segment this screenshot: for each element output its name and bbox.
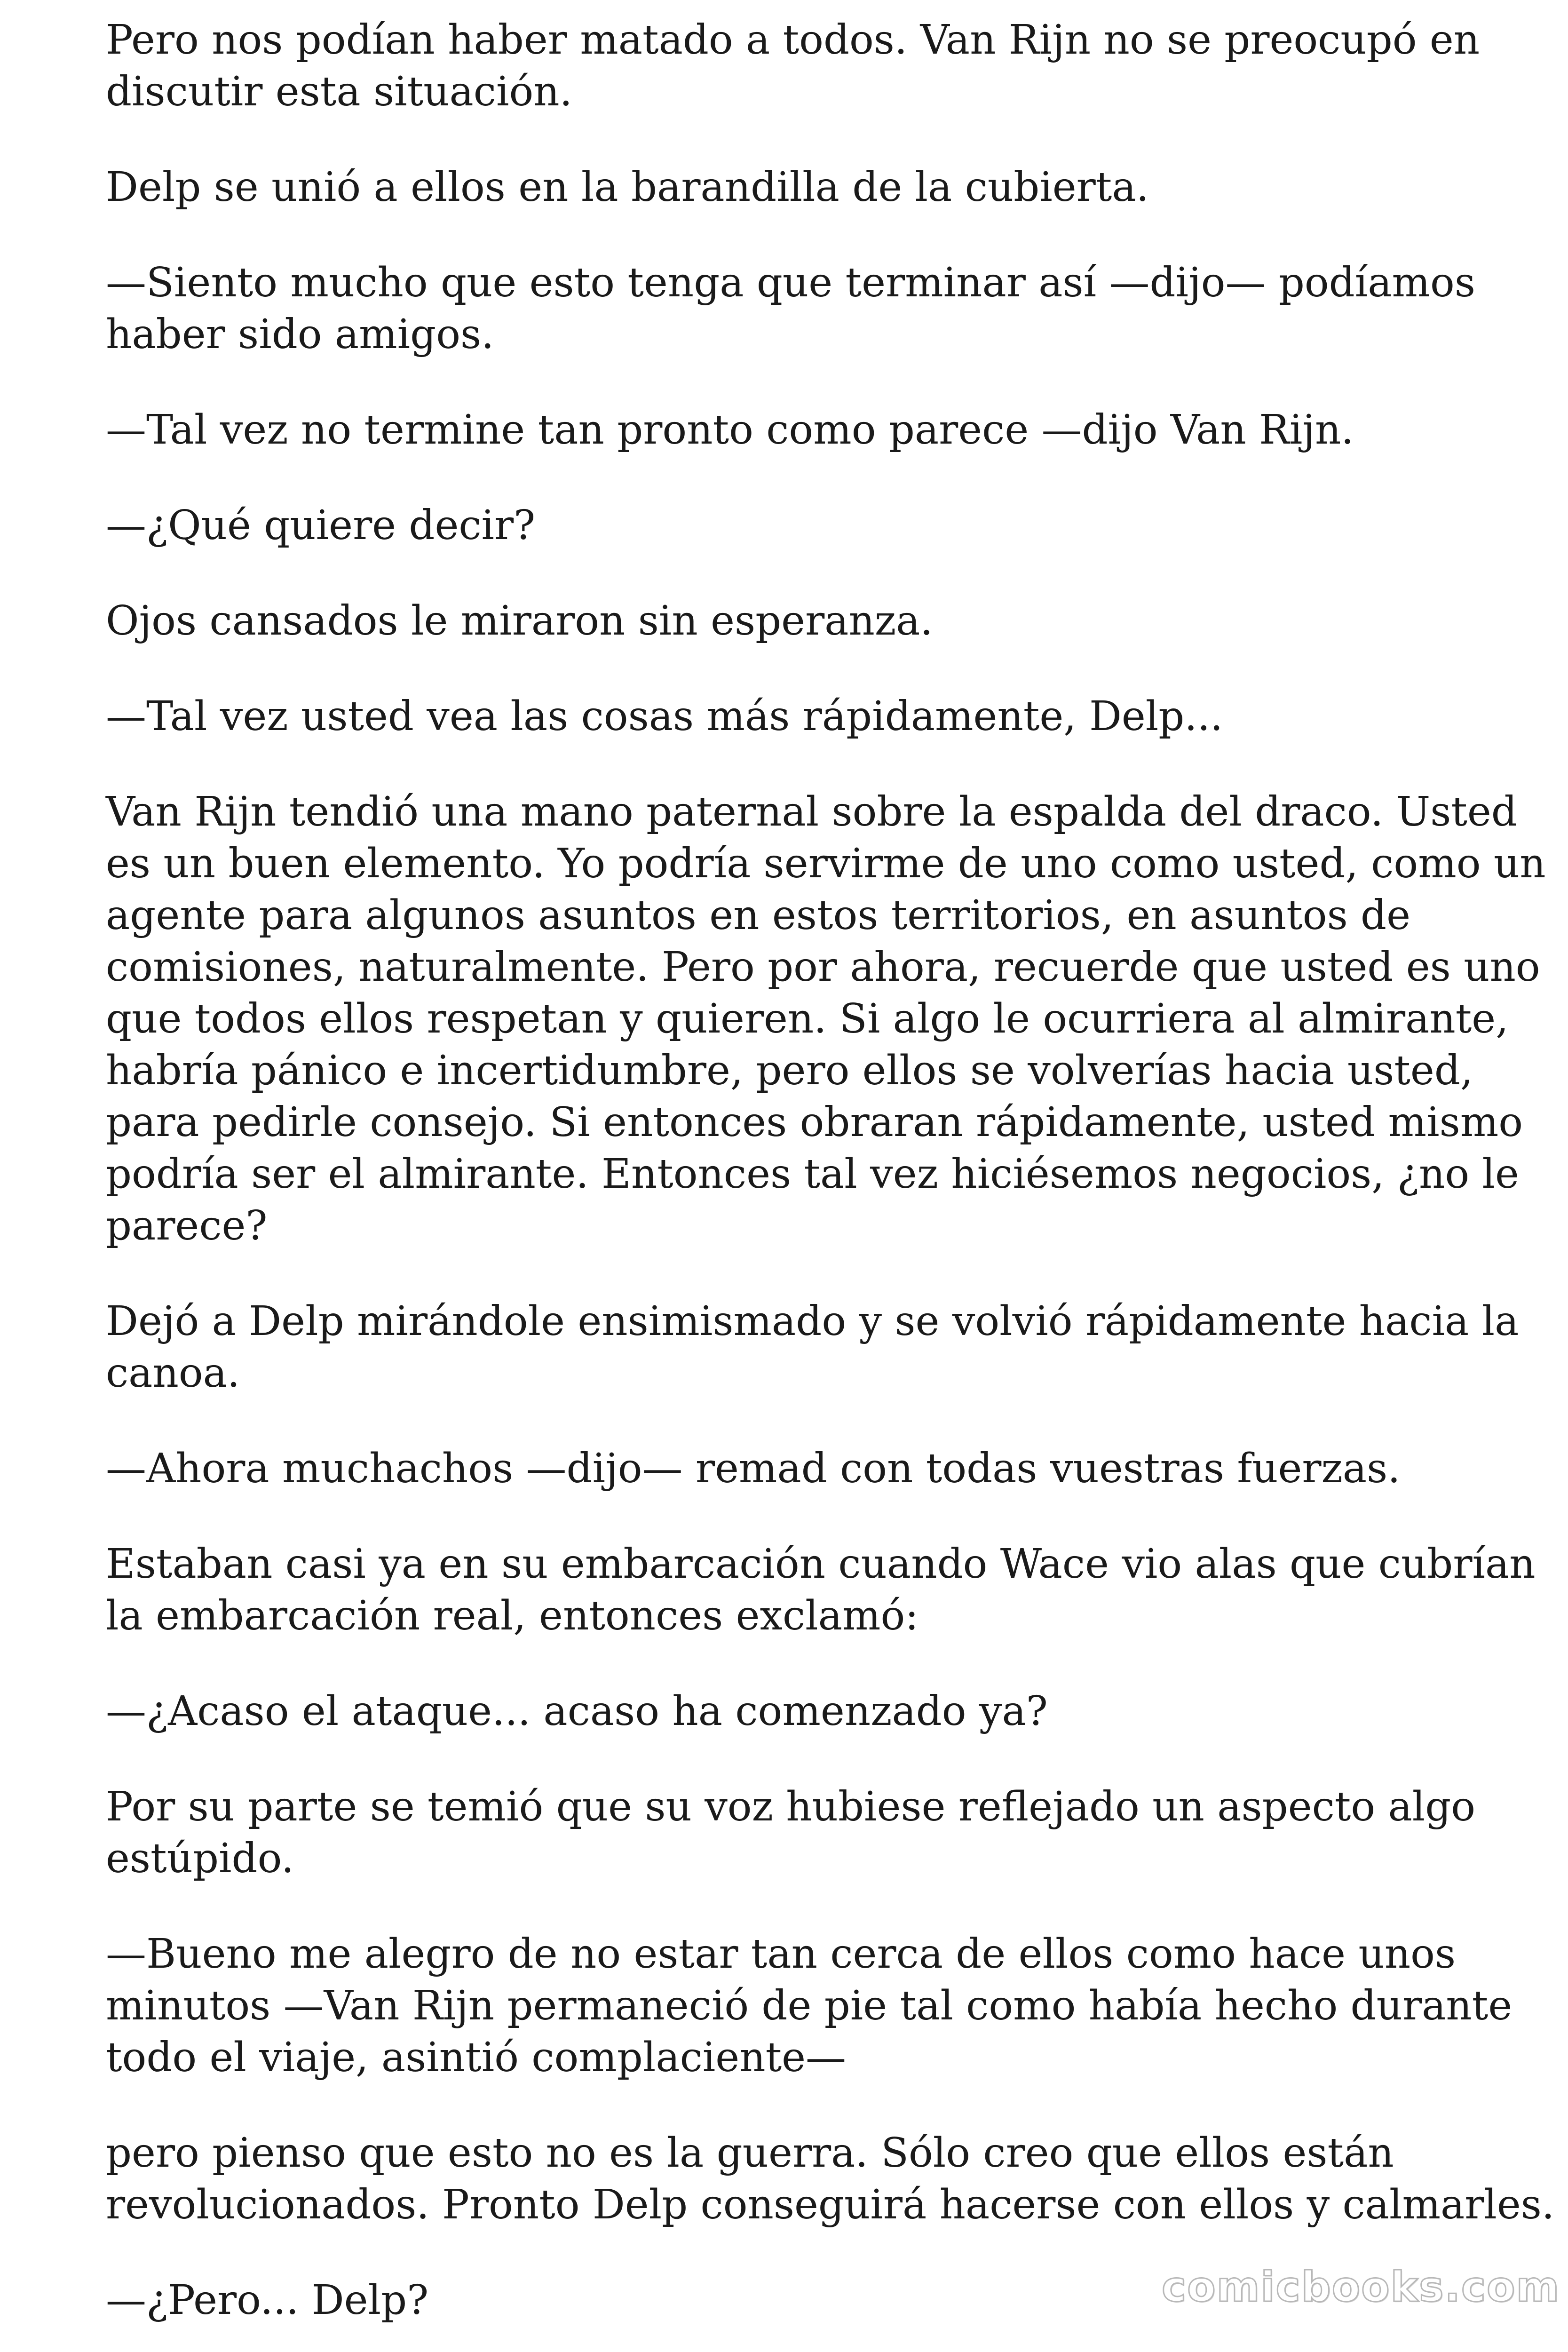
- text-line: Pero nos podían haber matado a todos. Van Rijn no se preocupó en: [106, 16, 1480, 64]
- text-line: habría pánico e incertidumbre, pero ellos se volverías hacia usted,: [106, 1047, 1473, 1094]
- paragraph: [106, 1538, 1536, 1642]
- text-line: Ojos cansados le miraron sin esperanza.: [106, 597, 933, 644]
- text-line: es un buen elemento. Yo podría servirme de uno como usted, como un: [106, 840, 1546, 887]
- paragraph: [106, 786, 1546, 1252]
- paragraph: [106, 14, 1480, 118]
- text-line: Estaban casi ya en su embarcación cuando Wace vio alas que cubrían: [106, 1541, 1536, 1588]
- paragraph: [106, 1443, 1460, 1494]
- watermark: comicbooks.com: [1162, 2263, 1560, 2311]
- text-line: Delp se unió a ellos en la barandilla de la cubierta.: [106, 164, 1149, 211]
- paragraph: [106, 161, 1460, 213]
- text-line: —Bueno me alegro de no estar tan cerca de ellos como hace unos: [106, 1931, 1456, 1978]
- text-line: comisiones, naturalmente. Pero por ahora, recuerde que usted es uno: [106, 944, 1540, 991]
- text-line: Van Rijn tendió una mano paternal sobre la espalda del draco. Usted: [106, 788, 1517, 835]
- text-line: que todos ellos respetan y quieren. Si algo le ocurriera al almirante,: [106, 995, 1509, 1042]
- paragraph: [106, 257, 1475, 360]
- paragraph: [106, 404, 1460, 456]
- text-line: parece?: [106, 1202, 268, 1249]
- text-line: la embarcación real, entonces exclamó:: [106, 1592, 919, 1639]
- text-line: minutos —Van Rijn permaneció de pie tal como había hecho durante: [106, 1982, 1513, 2029]
- paragraph: [106, 2127, 1555, 2231]
- text-line: —Siento mucho que esto tenga que terminar así —dijo— podíamos: [106, 259, 1475, 306]
- paragraph: [106, 595, 1460, 647]
- text-line: estúpido.: [106, 1835, 294, 1882]
- paragraph: [106, 1295, 1519, 1399]
- text-line: haber sido amigos.: [106, 311, 494, 358]
- paragraph: [106, 1781, 1476, 1884]
- text-line: todo el viaje, asintió complaciente—: [106, 2034, 847, 2081]
- text-line: revolucionados. Pronto Delp conseguirá hacerse con ellos y calmarles.: [106, 2181, 1555, 2228]
- text-line: para pedirle consejo. Si entonces obraran rápidamente, usted mismo: [106, 1099, 1523, 1146]
- text-line: podría ser el almirante. Entonces tal vez hiciésemos negocios, ¿no le: [106, 1151, 1519, 1198]
- paragraph: [106, 500, 1460, 551]
- text-line: Por su parte se temió que su voz hubiese reflejado un aspecto algo: [106, 1783, 1476, 1830]
- text-line: discutir esta situación.: [106, 68, 572, 115]
- text-line: —¿Qué quiere decir?: [106, 502, 536, 549]
- text-line: —Tal vez usted vea las cosas más rápidamente, Delp...: [106, 693, 1223, 740]
- text-line: Dejó a Delp mirándole ensimismado y se volvió rápidamente hacia la: [106, 1298, 1519, 1345]
- text-line: agente para algunos asuntos en estos territorios, en asuntos de: [106, 892, 1411, 939]
- text-line: —Tal vez no termine tan pronto como parece —dijo Van Rijn.: [106, 406, 1354, 453]
- text-line: —Ahora muchachos —dijo— remad con todas vuestras fuerzas.: [106, 1445, 1401, 1492]
- paragraph: [106, 691, 1460, 742]
- text-line: —¿Pero... Delp?: [106, 2277, 429, 2324]
- paragraph: [106, 1685, 1460, 1737]
- text-line: canoa.: [106, 1350, 240, 1397]
- text-line: —¿Acaso el ataque... acaso ha comenzado ya?: [106, 1688, 1048, 1735]
- paragraph: [106, 1928, 1513, 2083]
- document-page: [106, 14, 1555, 2352]
- text-line: pero pienso que esto no es la guerra. Sólo creo que ellos están: [106, 2130, 1394, 2177]
